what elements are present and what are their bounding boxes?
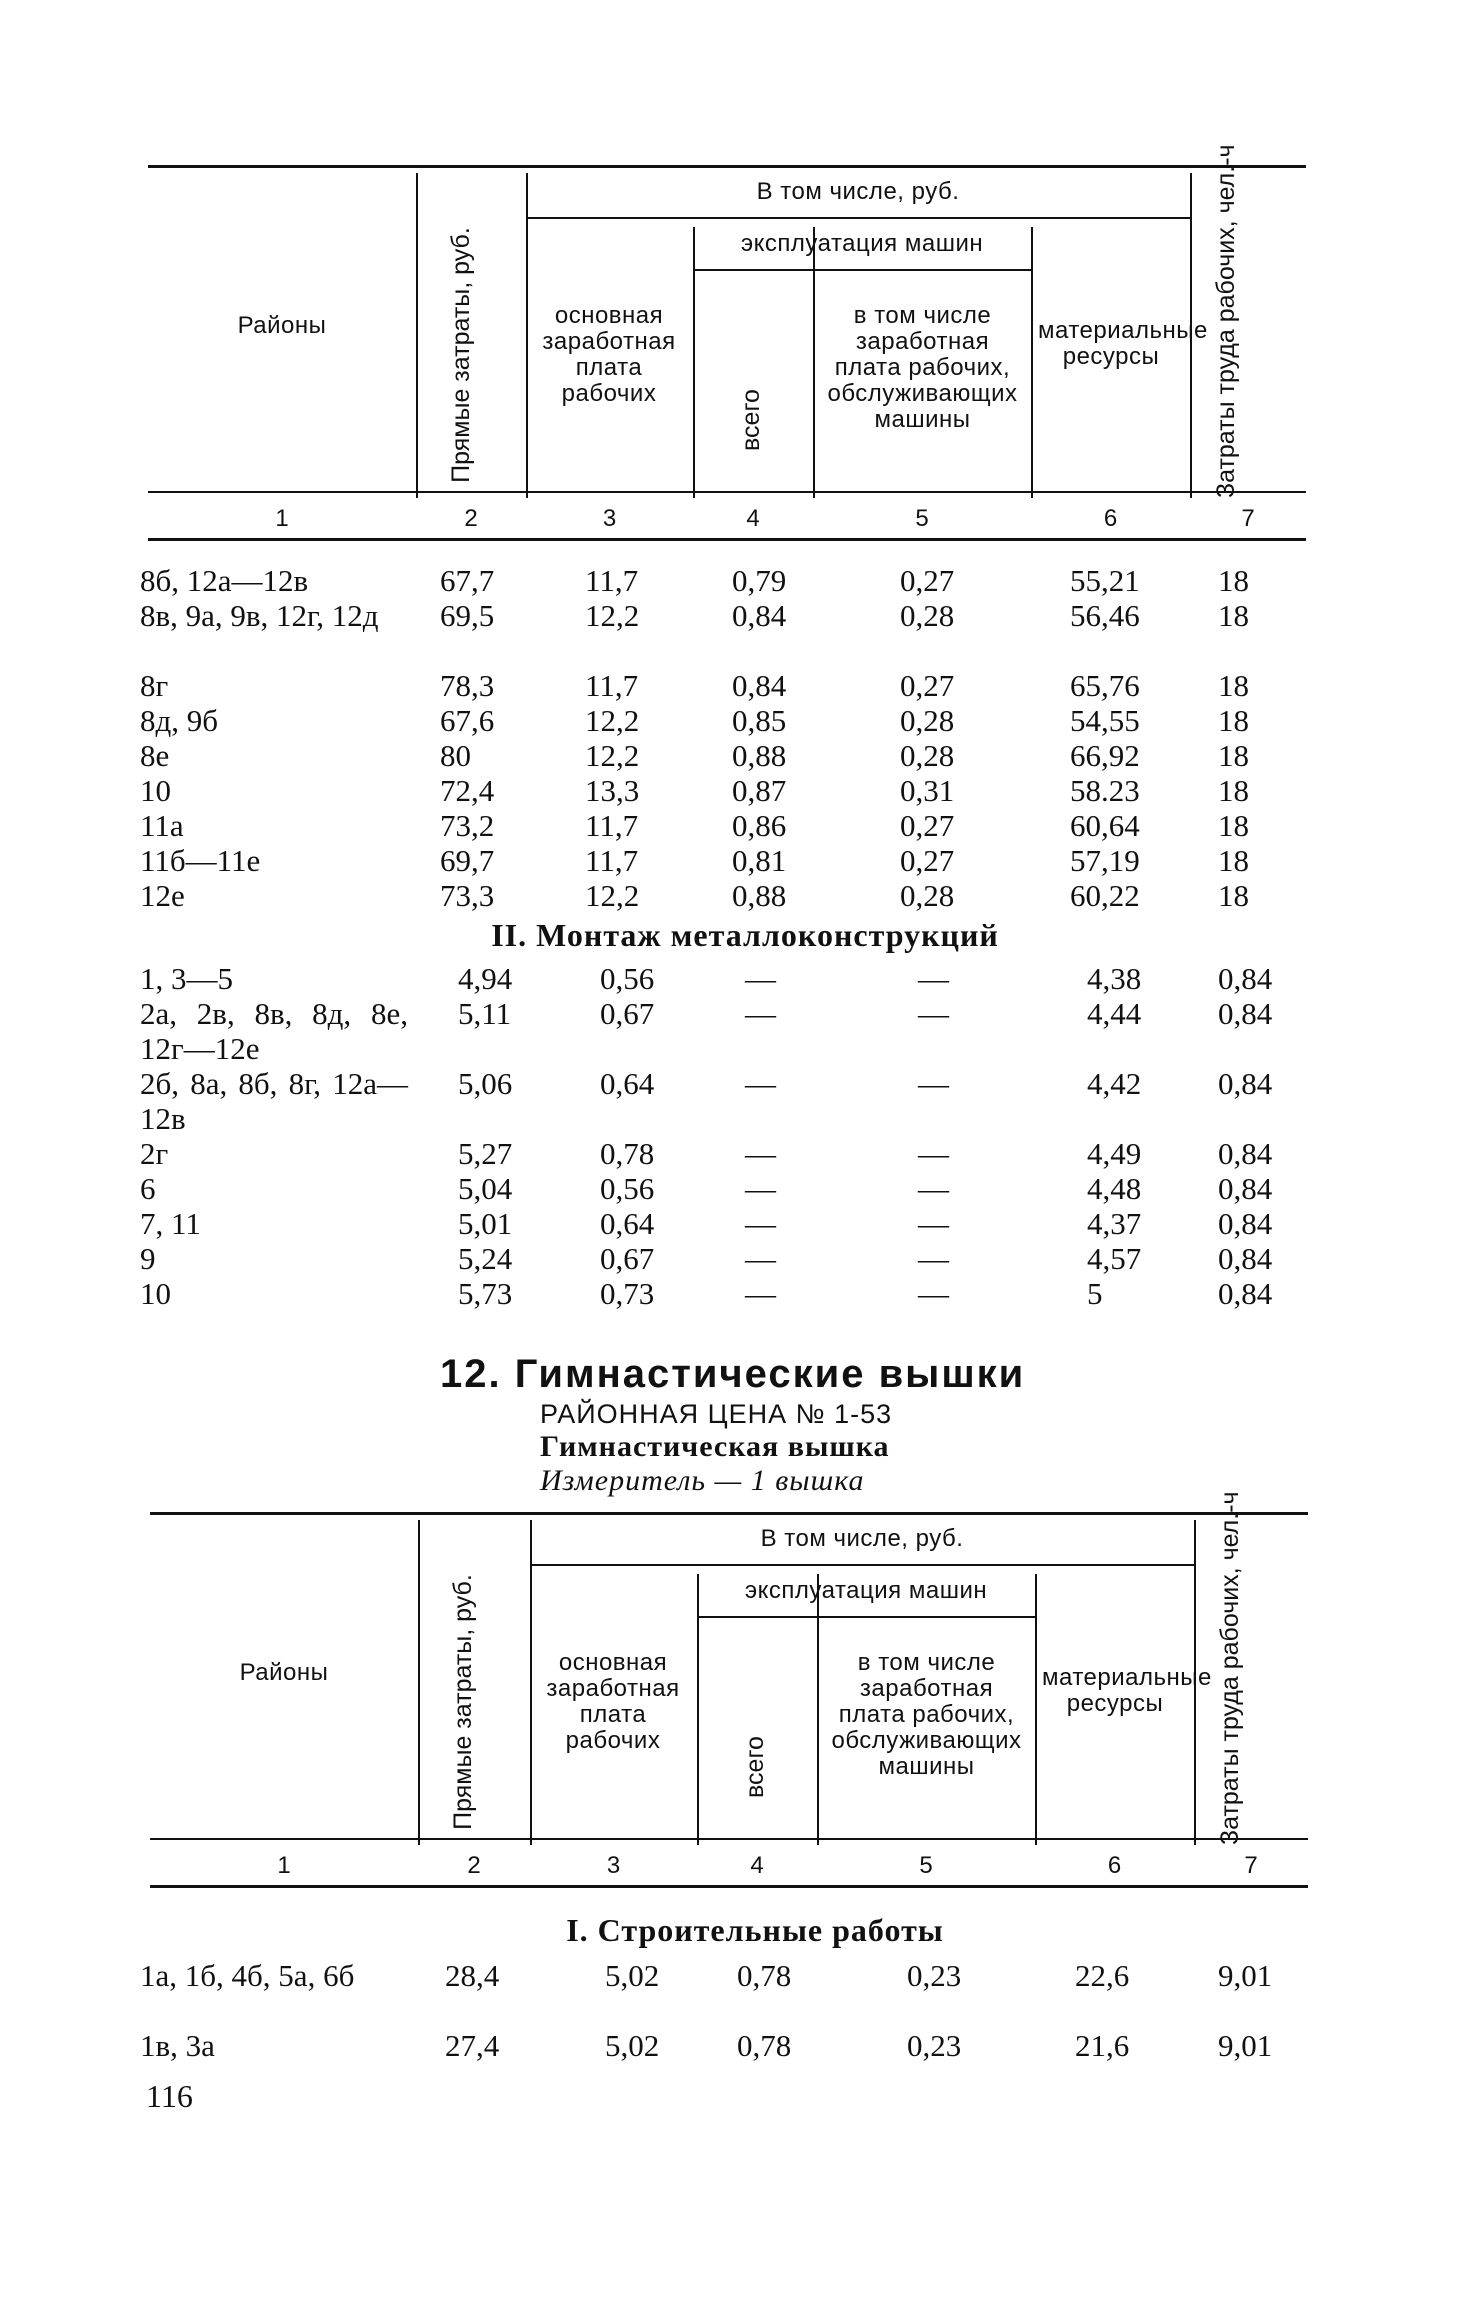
header-divider — [526, 173, 528, 498]
table-row: 8д, 9б 67,6 12,2 0,85 0,28 54,55 18 — [140, 703, 1249, 738]
header-incl-wage: в том числе заработная плата рабочих, обслуживающих машины — [831, 1649, 1022, 1780]
section-price: РАЙОННАЯ ЦЕНА № 1-53 — [540, 1399, 893, 1429]
header-machine-op: эксплуатация машин — [740, 230, 984, 257]
section-unit: Измеритель — 1 вышка — [540, 1464, 865, 1497]
section-title: 12. Гимнастические вышки — [440, 1352, 1026, 1396]
table-row: 1а, 1б, 4б, 5а, 6б 28,4 5,02 0,78 0,23 22,6 9,01 — [140, 1958, 1273, 1993]
header-mid-rule — [150, 1838, 1308, 1840]
table-row: 6 5,04 0,56 — — 4,48 0,84 — [140, 1171, 1273, 1206]
header-divider — [418, 1520, 420, 1845]
header-materials: материальные ресурсы — [1038, 317, 1208, 370]
section-name: Гимнастическая вышка — [540, 1430, 890, 1463]
header-divider — [530, 1564, 1194, 1566]
table-row: 8б, 12а—12в 67,7 11,7 0,79 0,27 55,21 18 — [140, 563, 1249, 598]
table-row: 10 5,73 0,73 — — 5 0,84 — [140, 1276, 1273, 1311]
header-divider — [697, 1574, 699, 1845]
table-row: 11б—11е 69,7 11,7 0,81 0,27 57,19 18 — [140, 843, 1249, 878]
table-row: 2а, 2в, 8в, 8д, 8е, 12г—12е 5,11 0,67 — — 4,44 0,84 — [140, 996, 1273, 1066]
subsection-title: I. Строительные работы — [566, 1912, 944, 1948]
header-materials: материальные ресурсы — [1042, 1664, 1212, 1717]
header-divider — [530, 1520, 532, 1845]
header-divider — [693, 269, 1031, 271]
table-row: 7, 11 5,01 0,64 — — 4,37 0,84 — [140, 1206, 1273, 1241]
table-header-2 — [150, 1491, 1308, 1892]
header-divider — [526, 217, 1190, 219]
section-heading — [440, 1350, 1040, 1498]
header-labor: Затраты труда рабочих, чел.-ч — [1212, 144, 1240, 498]
col-number-3: 3 — [606, 1852, 621, 1879]
table-row: 1в, 3а 27,4 5,02 0,78 0,23 21,6 9,01 — [140, 2028, 1273, 2063]
table-row: 10 72,4 13,3 0,87 0,31 58.23 18 — [140, 773, 1249, 808]
header-base-wage: основная заработная плата рабочих — [546, 1649, 680, 1754]
col-number-4: 4 — [750, 1852, 764, 1879]
col-number-2: 2 — [467, 1852, 481, 1879]
header-top-rule — [148, 165, 1306, 168]
header-top-rule — [150, 1512, 1308, 1515]
header-total: всего — [741, 1736, 769, 1798]
table-row: 8в, 9а, 9в, 12г, 12д 69,5 12,2 0,84 0,28 56,46 18 — [140, 598, 1249, 633]
header-incl: В том числе, руб. — [756, 178, 960, 205]
header-incl-wage: в том числе заработная плата рабочих, обслуживающих машины — [827, 302, 1018, 433]
table-row: 11а 73,2 11,7 0,86 0,27 60,64 18 — [140, 808, 1249, 843]
table-row: 1, 3—5 4,94 0,56 — — 4,38 0,84 — [140, 961, 1273, 996]
page-number: 116 — [146, 2078, 193, 2114]
col-number-7: 7 — [1241, 505, 1255, 532]
header-divider — [697, 1616, 1035, 1618]
col-number-6: 6 — [1107, 1852, 1122, 1879]
header-bottom-rule — [148, 538, 1306, 541]
header-base-wage: основная заработная плата рабочих — [542, 302, 676, 407]
table-body-1 — [140, 563, 1310, 1311]
header-divider — [813, 227, 815, 498]
col-number-4: 4 — [746, 505, 760, 532]
header-divider — [693, 227, 695, 498]
header-regions: Районы — [239, 1659, 329, 1686]
header-regions: Районы — [237, 312, 327, 339]
col-number-3: 3 — [602, 505, 617, 532]
table-row: 8г 78,3 11,7 0,84 0,27 65,76 18 — [140, 668, 1249, 703]
table-row: 9 5,24 0,67 — — 4,57 0,84 — [140, 1241, 1273, 1276]
table-header-1 — [148, 144, 1306, 545]
col-number-5: 5 — [915, 505, 929, 532]
col-number-5: 5 — [919, 1852, 933, 1879]
col-number-1: 1 — [275, 505, 289, 532]
col-number-7: 7 — [1244, 1852, 1258, 1879]
header-direct-costs: Прямые затраты, руб. — [447, 227, 475, 483]
header-divider — [416, 173, 418, 498]
header-bottom-rule — [150, 1885, 1308, 1888]
header-machine-op: эксплуатация машин — [744, 1577, 988, 1604]
header-labor: Затраты труда рабочих, чел.-ч — [1216, 1491, 1244, 1845]
col-number-2: 2 — [464, 505, 478, 532]
col-number-6: 6 — [1103, 505, 1118, 532]
table-row: 12е 73,3 12,2 0,88 0,28 60,22 18 — [140, 878, 1249, 913]
header-total: всего — [737, 389, 765, 451]
table-row: 8е 80 12,2 0,88 0,28 66,92 18 — [140, 738, 1249, 773]
header-divider — [1031, 227, 1033, 498]
col-number-1: 1 — [277, 1852, 291, 1879]
header-divider — [1035, 1574, 1037, 1845]
table-row: 2г 5,27 0,78 — — 4,49 0,84 — [140, 1136, 1273, 1171]
subsection-title: II. Монтаж металлоконструкций — [491, 917, 999, 953]
header-direct-costs: Прямые затраты, руб. — [449, 1574, 477, 1830]
header-mid-rule — [148, 491, 1306, 493]
header-divider — [817, 1574, 819, 1845]
table-body-2 — [140, 1910, 1310, 2063]
table-row: 2б, 8а, 8б, 8г, 12а—12в 5,06 0,64 — — 4,42 0,84 — [140, 1066, 1273, 1136]
header-incl: В том числе, руб. — [760, 1525, 964, 1552]
